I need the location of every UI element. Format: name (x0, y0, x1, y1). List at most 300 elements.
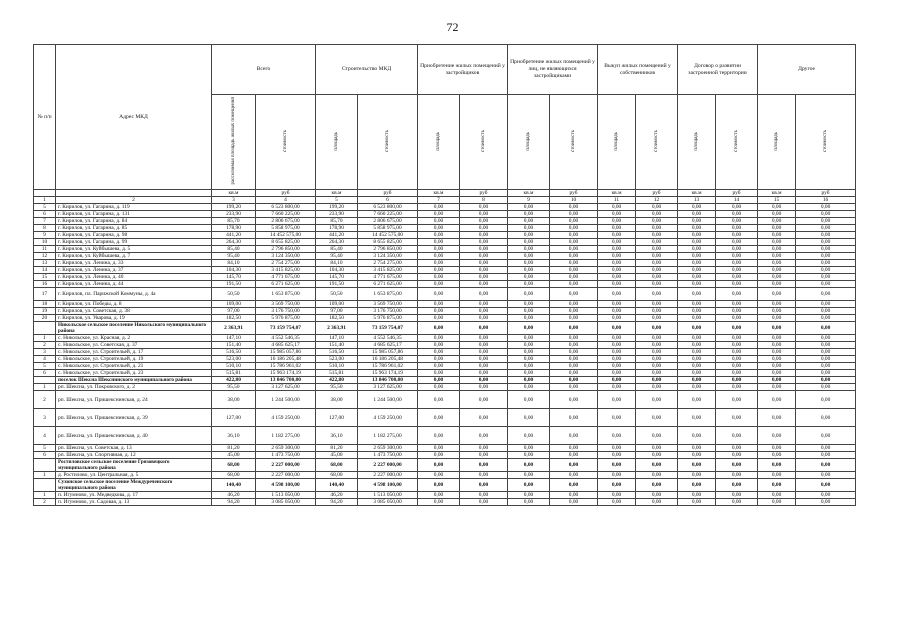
row-number (34, 479, 56, 492)
row-address: поселок Шексна Шекснинского муниципального района (56, 377, 212, 384)
row-value: 104,30 (212, 267, 256, 274)
row-value: 0,00 (758, 288, 796, 301)
row-value: 7 660 225,00 (256, 211, 316, 218)
row-value: 0,00 (716, 225, 758, 232)
row-address: г. Кирилов, пл. Парижской Коммуны, д. 4а (56, 288, 212, 301)
row-value: 0,00 (418, 274, 460, 281)
row-value: 0,00 (508, 492, 550, 499)
row-value: 191,50 (316, 281, 358, 288)
row-value: 0,00 (598, 335, 636, 342)
row-value: 0,00 (636, 308, 678, 315)
row-value: 0,00 (550, 260, 598, 267)
header-group-territory-agreement: Договор о развитии застроенной территории (678, 45, 758, 95)
row-value: 0,00 (796, 204, 856, 211)
row-value: 0,00 (678, 239, 716, 246)
row-value: 0,00 (550, 322, 598, 335)
row-address: рп. Шексна, ул. Покровского, д. 2 (56, 384, 212, 391)
row-value: 0,00 (550, 218, 598, 225)
table-row (34, 218, 856, 225)
row-value: 3 176 750,00 (358, 308, 418, 315)
row-value: 0,00 (678, 253, 716, 260)
row-address: г. Кирилов, ул. Советская, д. 38 (56, 308, 212, 315)
row-value: 0,00 (418, 308, 460, 315)
row-value: 0,00 (418, 391, 460, 409)
row-value: 0,00 (716, 301, 758, 308)
row-value: 0,00 (550, 253, 598, 260)
row-value: 0,00 (508, 225, 550, 232)
row-value: 0,00 (678, 267, 716, 274)
subheader-cell: стоимость (636, 95, 678, 190)
unit-cell: кв.м (212, 190, 256, 197)
row-value: 0,00 (758, 246, 796, 253)
row-value: 0,00 (418, 322, 460, 335)
row-value: 0,00 (550, 308, 598, 315)
row-value: 0,00 (678, 409, 716, 427)
subheader-cell: стоимость (716, 95, 758, 190)
row-value: 0,00 (508, 427, 550, 445)
row-value: 0,00 (550, 370, 598, 377)
row-value: 0,00 (758, 281, 796, 288)
row-value: 0,00 (460, 239, 508, 246)
row-value: 85,70 (316, 218, 358, 225)
row-value: 0,00 (716, 218, 758, 225)
row-value: 0,00 (418, 384, 460, 391)
row-value: 0,00 (636, 445, 678, 452)
row-value: 0,00 (508, 204, 550, 211)
row-value: 0,00 (418, 409, 460, 427)
table-row (34, 267, 856, 274)
row-value: 0,00 (598, 472, 636, 479)
row-value: 0,00 (550, 239, 598, 246)
row-value: 0,00 (598, 427, 636, 445)
row-value: 0,00 (758, 335, 796, 342)
row-value: 0,00 (598, 232, 636, 239)
row-number: 5 (34, 445, 56, 452)
row-value: 0,00 (716, 384, 758, 391)
column-number: 12 (636, 197, 678, 204)
row-value: 0,00 (508, 370, 550, 377)
row-value: 0,00 (418, 204, 460, 211)
row-value: 3 176 750,00 (256, 308, 316, 315)
row-value: 0,00 (716, 260, 758, 267)
column-number: 14 (716, 197, 758, 204)
row-address: с. Никольское, ул. Строительей, д. 21 (56, 363, 212, 370)
row-value: 0,00 (550, 267, 598, 274)
row-value: 0,00 (508, 211, 550, 218)
row-value: 0,00 (418, 370, 460, 377)
row-value: 4 598 100,00 (358, 479, 418, 492)
row-value: 516,50 (212, 349, 256, 356)
row-value: 0,00 (678, 384, 716, 391)
table-row (34, 370, 856, 377)
row-number: 2 (34, 499, 56, 506)
row-value: 0,00 (716, 253, 758, 260)
row-value: 0,00 (636, 274, 678, 281)
row-value: 0,00 (418, 281, 460, 288)
row-address: г. Кирилов, ул. Гагарина, д. 99 (56, 239, 212, 246)
row-value: 0,00 (678, 204, 716, 211)
column-number: 10 (550, 197, 598, 204)
subheader-cell: стоимость (256, 95, 316, 190)
row-value: 3 085 050,00 (358, 499, 418, 506)
row-value: 0,00 (758, 253, 796, 260)
row-value: 0,00 (550, 452, 598, 459)
row-value: 16 186 205,48 (256, 356, 316, 363)
row-value: 0,00 (636, 315, 678, 322)
row-address: г. Кирилов, ул. Ленина, д. 40 (56, 274, 212, 281)
row-value: 0,00 (550, 281, 598, 288)
row-value: 109,00 (212, 301, 256, 308)
row-value: 0,00 (678, 377, 716, 384)
row-value: 0,00 (796, 356, 856, 363)
row-value: 4 598 100,00 (256, 479, 316, 492)
row-value: 3 127 625,00 (358, 384, 418, 391)
row-value: 0,00 (598, 281, 636, 288)
row-value: 178,90 (316, 225, 358, 232)
row-value: 3 569 750,00 (256, 301, 316, 308)
row-value: 0,00 (758, 409, 796, 427)
row-value: 0,00 (796, 211, 856, 218)
row-value: 0,00 (460, 445, 508, 452)
column-number: 16 (796, 197, 856, 204)
subtotal-row (34, 459, 856, 472)
row-value: 0,00 (758, 356, 796, 363)
row-value: 85,40 (316, 246, 358, 253)
row-value: 45,00 (316, 452, 358, 459)
row-value: 0,00 (550, 246, 598, 253)
row-value: 0,00 (508, 445, 550, 452)
row-value: 0,00 (796, 363, 856, 370)
row-value: 15 985 057,86 (358, 349, 418, 356)
row-value: 0,00 (796, 218, 856, 225)
row-value: 0,00 (418, 459, 460, 472)
row-value: 0,00 (678, 315, 716, 322)
row-value: 0,00 (598, 308, 636, 315)
row-value: 0,00 (418, 315, 460, 322)
row-value: 0,00 (716, 349, 758, 356)
column-number: 6 (358, 197, 418, 204)
row-value: 0,00 (460, 218, 508, 225)
row-value: 0,00 (758, 218, 796, 225)
row-value: 0,00 (460, 322, 508, 335)
row-value: 140,40 (316, 479, 358, 492)
row-address: с. Никольское, ул. Советская, д. 37 (56, 342, 212, 349)
row-value: 0,00 (716, 356, 758, 363)
row-value: 0,00 (598, 479, 636, 492)
row-address: г. Кирилов, ул. Ленина, д. 44 (56, 281, 212, 288)
unit-cell: руб (460, 190, 508, 197)
row-value: 145,70 (212, 274, 256, 281)
row-value: 0,00 (716, 232, 758, 239)
row-number: 10 (34, 239, 56, 246)
row-value: 0,00 (636, 335, 678, 342)
row-value: 0,00 (460, 370, 508, 377)
row-value: 0,00 (598, 349, 636, 356)
column-number: 2 (56, 197, 212, 204)
row-value: 0,00 (636, 211, 678, 218)
row-number: 20 (34, 315, 56, 322)
row-value: 0,00 (796, 452, 856, 459)
row-address: рп. Шексна, ул. Спортивная, д. 12 (56, 452, 212, 459)
row-value: 0,00 (550, 445, 598, 452)
row-value: 0,00 (678, 356, 716, 363)
row-value: 0,00 (796, 315, 856, 322)
column-number: 4 (256, 197, 316, 204)
row-value: 0,00 (550, 377, 598, 384)
row-value: 0,00 (796, 225, 856, 232)
table-row (34, 246, 856, 253)
row-value: 0,00 (598, 356, 636, 363)
row-value: 0,00 (460, 315, 508, 322)
row-value: 6 523 800,00 (358, 204, 418, 211)
row-value: 36,10 (316, 427, 358, 445)
row-value: 441,20 (212, 232, 256, 239)
row-value: 0,00 (716, 281, 758, 288)
row-value: 0,00 (598, 409, 636, 427)
row-number: 4 (34, 356, 56, 363)
row-value: 264,30 (212, 239, 256, 246)
row-value: 510,10 (212, 363, 256, 370)
row-value: 0,00 (508, 349, 550, 356)
subheader-cell: площадь (508, 95, 550, 190)
row-value: 0,00 (796, 274, 856, 281)
row-value: 0,00 (678, 445, 716, 452)
row-value: 0,00 (678, 349, 716, 356)
row-value: 0,00 (508, 384, 550, 391)
row-value: 182,50 (212, 315, 256, 322)
row-value: 0,00 (550, 274, 598, 281)
row-value: 0,00 (508, 274, 550, 281)
row-value: 0,00 (758, 267, 796, 274)
row-value: 0,00 (636, 363, 678, 370)
row-value: 8 655 825,00 (358, 239, 418, 246)
row-value: 0,00 (758, 301, 796, 308)
row-value: 0,00 (636, 253, 678, 260)
row-value: 0,00 (678, 274, 716, 281)
subheader-cell: площадь (418, 95, 460, 190)
row-value: 95,40 (212, 253, 256, 260)
row-value: 0,00 (460, 253, 508, 260)
row-value: 0,00 (758, 225, 796, 232)
row-value: 515,81 (316, 370, 358, 377)
row-value: 0,00 (508, 288, 550, 301)
row-value: 233,90 (316, 211, 358, 218)
row-value: 0,00 (418, 452, 460, 459)
column-number: 7 (418, 197, 460, 204)
row-address: с. Никольское, ул. Строительей, д. 19 (56, 356, 212, 363)
subheader-cell: стоимость (358, 95, 418, 190)
row-number: 2 (34, 391, 56, 409)
row-value: 0,00 (550, 427, 598, 445)
row-value: 0,00 (550, 409, 598, 427)
row-value: 4 771 675,00 (256, 274, 316, 281)
row-value: 6 523 800,00 (256, 204, 316, 211)
row-value: 422,80 (212, 377, 256, 384)
row-value: 264,30 (316, 239, 358, 246)
row-value: 50,50 (212, 288, 256, 301)
row-value: 0,00 (796, 499, 856, 506)
row-number: 1 (34, 472, 56, 479)
row-value: 14 452 575,00 (358, 232, 418, 239)
row-value: 0,00 (598, 204, 636, 211)
row-value: 0,00 (418, 499, 460, 506)
row-number: 3 (34, 349, 56, 356)
table-row (34, 492, 856, 499)
row-value: 0,00 (636, 322, 678, 335)
row-value: 0,00 (460, 409, 508, 427)
row-value: 1 182 275,00 (256, 427, 316, 445)
table-row (34, 204, 856, 211)
column-number: 3 (212, 197, 256, 204)
row-value: 2 227 000,00 (358, 472, 418, 479)
row-value: 1 244 500,00 (256, 391, 316, 409)
row-value: 0,00 (418, 377, 460, 384)
row-value: 0,00 (716, 499, 758, 506)
row-value: 523,00 (316, 356, 358, 363)
row-value: 0,00 (758, 232, 796, 239)
row-number: 13 (34, 260, 56, 267)
row-value: 0,00 (636, 204, 678, 211)
row-value: 0,00 (796, 246, 856, 253)
row-value: 0,00 (796, 472, 856, 479)
row-value: 0,00 (550, 335, 598, 342)
row-value: 0,00 (418, 225, 460, 232)
row-value: 0,00 (678, 281, 716, 288)
row-value: 0,00 (678, 218, 716, 225)
row-value: 2 806 675,00 (256, 218, 316, 225)
row-value: 0,00 (678, 308, 716, 315)
unit-cell: кв.м (598, 190, 636, 197)
row-value: 127,00 (316, 409, 358, 427)
row-value: 0,00 (796, 322, 856, 335)
unit-cell: руб (636, 190, 678, 197)
row-value: 0,00 (598, 499, 636, 506)
header-number: № п/п (34, 45, 56, 190)
row-value: 0,00 (460, 363, 508, 370)
row-number: 7 (34, 218, 56, 225)
row-value: 0,00 (796, 232, 856, 239)
row-address: рп. Шексна, ул. Пришекснинская, д. 40 (56, 427, 212, 445)
row-value: 0,00 (460, 211, 508, 218)
row-value: 0,00 (796, 384, 856, 391)
row-address: г. Кирилов, ул. Ленина, д. 37 (56, 267, 212, 274)
row-value: 4 552 546,35 (358, 335, 418, 342)
row-value: 95,50 (316, 384, 358, 391)
row-value: 0,00 (796, 479, 856, 492)
row-value: 0,00 (598, 211, 636, 218)
row-address: г. Кирилов, ул. Гагарина, д. 119 (56, 204, 212, 211)
row-value: 0,00 (508, 267, 550, 274)
row-value: 0,00 (508, 356, 550, 363)
row-value: 0,00 (678, 472, 716, 479)
row-value: 0,00 (636, 492, 678, 499)
row-value: 510,10 (316, 363, 358, 370)
row-value: 2 659 300,00 (358, 445, 418, 452)
row-value: 0,00 (460, 288, 508, 301)
row-value: 0,00 (678, 342, 716, 349)
row-value: 0,00 (796, 459, 856, 472)
row-value: 0,00 (418, 211, 460, 218)
row-value: 0,00 (508, 342, 550, 349)
row-value: 0,00 (678, 301, 716, 308)
row-value: 5 858 975,00 (358, 225, 418, 232)
row-value: 97,00 (316, 308, 358, 315)
row-number: 3 (34, 409, 56, 427)
row-value: 68,00 (316, 472, 358, 479)
row-value: 0,00 (598, 370, 636, 377)
row-value: 0,00 (418, 246, 460, 253)
row-value: 0,00 (636, 218, 678, 225)
row-number: 16 (34, 281, 56, 288)
row-value: 0,00 (460, 472, 508, 479)
row-value: 109,00 (316, 301, 358, 308)
row-value: 0,00 (508, 472, 550, 479)
row-value: 0,00 (678, 459, 716, 472)
row-value: 0,00 (460, 308, 508, 315)
row-value: 0,00 (460, 246, 508, 253)
row-value: 0,00 (636, 427, 678, 445)
row-value: 97,00 (212, 308, 256, 315)
row-value: 0,00 (636, 267, 678, 274)
row-value: 5 976 875,00 (358, 315, 418, 322)
row-value: 0,00 (550, 391, 598, 409)
row-value: 3 127 625,00 (256, 384, 316, 391)
table-row (34, 445, 856, 452)
row-value: 0,00 (796, 260, 856, 267)
row-value: 1 473 750,00 (358, 452, 418, 459)
row-value: 0,00 (598, 445, 636, 452)
row-value: 0,00 (796, 267, 856, 274)
row-value: 1 653 875,00 (256, 288, 316, 301)
column-number: 15 (758, 197, 796, 204)
table-row (34, 308, 856, 315)
row-value: 0,00 (796, 335, 856, 342)
row-value: 0,00 (758, 377, 796, 384)
resettlement-table-sheet (33, 44, 855, 506)
unit-cell: руб (796, 190, 856, 197)
row-value: 0,00 (678, 479, 716, 492)
row-value: 0,00 (508, 232, 550, 239)
row-value: 15 963 174,19 (256, 370, 316, 377)
row-value: 2 754 275,00 (256, 260, 316, 267)
row-value: 0,00 (508, 315, 550, 322)
row-value: 0,00 (796, 349, 856, 356)
row-value: 2 227 000,00 (358, 459, 418, 472)
header-group-other: Другое (758, 45, 856, 95)
row-value: 0,00 (550, 363, 598, 370)
row-value: 95,50 (212, 384, 256, 391)
row-value: 0,00 (716, 377, 758, 384)
table-row (34, 499, 856, 506)
row-value: 84,10 (316, 260, 358, 267)
row-value: 0,00 (550, 356, 598, 363)
row-value: 13 846 700,00 (358, 377, 418, 384)
row-value: 0,00 (460, 377, 508, 384)
row-value: 0,00 (550, 349, 598, 356)
resettlement-table (33, 44, 856, 506)
row-value: 0,00 (508, 391, 550, 409)
row-value: 2 796 850,00 (358, 246, 418, 253)
header-group-total: Всего (212, 45, 316, 95)
row-value: 0,00 (678, 232, 716, 239)
row-value: 0,00 (460, 356, 508, 363)
row-value: 94,20 (316, 499, 358, 506)
row-value: 0,00 (716, 308, 758, 315)
row-value: 0,00 (460, 335, 508, 342)
row-value: 0,00 (598, 459, 636, 472)
row-value: 0,00 (716, 342, 758, 349)
row-value: 6 271 625,00 (358, 281, 418, 288)
